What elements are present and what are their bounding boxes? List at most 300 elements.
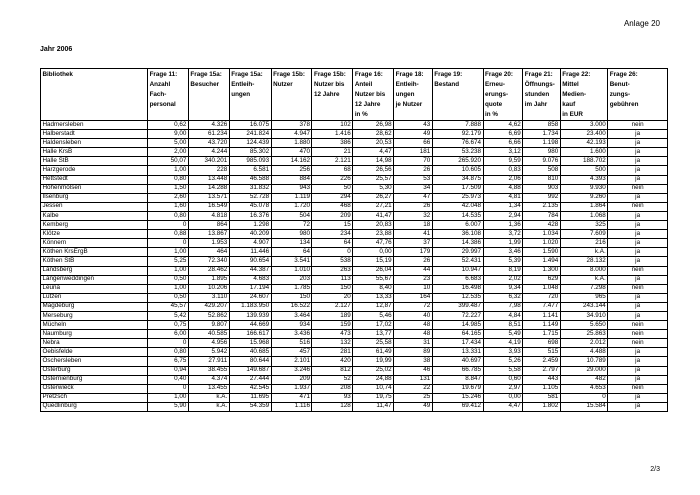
table-cell: 812 [312,366,353,375]
table-cell: 720 [523,293,561,302]
table-cell: 9,00 [148,130,189,139]
table-cell: 1.590 [523,248,561,257]
table-cell: 72.340 [188,257,229,266]
table-cell: 7,98 [483,302,523,311]
table-cell: 10.947 [432,266,483,275]
table-cell: 15.968 [229,339,271,348]
table-cell: 9.260 [560,193,607,202]
table-cell: ja [608,375,668,384]
table-row [41,121,668,130]
table-cell: 216 [560,239,607,248]
table-cell: 14.535 [432,211,483,220]
table-cell: 21 [312,148,353,157]
table-cell: 1.953 [188,239,229,248]
table-cell: 784 [523,211,561,220]
table-row [41,402,668,411]
table-cell: 1.198 [523,139,561,148]
table-cell: ja [608,157,668,166]
header-line: personal [149,101,176,108]
table-cell: 3.541 [271,257,312,266]
table-cell: 26,98 [353,121,394,130]
table-cell: 46.588 [229,175,271,184]
column-header [483,69,523,121]
header-line: Entleih- [231,81,255,88]
table-cell: 9,59 [483,157,523,166]
library-name-cell: Naumburg [41,330,148,339]
table-cell: 17,02 [353,321,394,330]
library-name-cell: Haldensleben [41,139,148,148]
library-name-cell: Merseburg [41,311,148,320]
table-cell: 0 [560,393,607,402]
header-line: kauf [562,101,576,108]
table-cell: 128 [312,402,353,411]
table-cell: 4.907 [229,239,271,248]
table-cell: 1.720 [271,202,312,211]
library-name-cell: Köthen KrsErgB [41,248,148,257]
header-line: quote [485,101,503,108]
header-line: Anteil [354,81,373,88]
table-cell: 12.535 [432,293,483,302]
table-cell: 5,39 [483,257,523,266]
table-cell: 48 [394,330,433,339]
table-cell: 8,51 [483,321,523,330]
table-cell: nein [608,339,668,348]
table-cell: 34 [394,184,433,193]
table-row [41,384,668,393]
table-cell: 1.183.950 [229,302,271,311]
table-cell: nein [608,121,668,130]
table-cell: 181 [394,148,433,157]
table-cell: 19.679 [432,384,483,393]
table-cell: 24.607 [229,293,271,302]
table-cell: 102 [312,121,353,130]
table-cell: 1,34 [483,202,523,211]
header-line: 12 Jahre [313,91,340,98]
table-cell: ja [608,211,668,220]
table-row [41,211,668,220]
table-cell: 53.238 [432,148,483,157]
column-header [608,69,668,121]
table-cell: 1.298 [229,221,271,230]
table-row [41,375,668,384]
library-name-cell: Hadmersleben [41,121,148,130]
table-cell: 1.149 [523,321,561,330]
table-cell: 6,75 [148,357,189,366]
table-cell: 2.127 [312,302,353,311]
table-cell: 19,75 [353,393,394,402]
table-cell: 93 [312,393,353,402]
table-cell: nein [608,266,668,275]
table-cell: 49 [394,402,433,411]
table-row [41,293,668,302]
header-line: Frage 19: [434,71,463,78]
page-number: 2/3 [650,466,660,473]
column-header [560,69,607,121]
table-cell: 14,98 [353,157,394,166]
header-line: je Nutzer [395,101,423,108]
table-cell: 378 [271,121,312,130]
header-line: Benut- [609,81,630,88]
table-cell: 1.802 [523,402,561,411]
header-row [41,69,668,121]
table-cell: 0,88 [148,230,189,239]
table-cell: 26,27 [353,193,394,202]
library-name-cell: Jessen [41,202,148,211]
table-cell: 473 [312,330,353,339]
header-line: Besucher [190,81,220,88]
library-name-cell: Osterburg [41,366,148,375]
table-row [41,357,668,366]
table-cell: 72.227 [432,311,483,320]
table-cell: 5,90 [148,402,189,411]
table-cell: 508 [523,166,561,175]
table-row [41,284,668,293]
table-cell: 14.288 [188,184,229,193]
table-cell: 4.653 [560,384,607,393]
table-cell: 17.434 [432,339,483,348]
table-cell: 6,69 [483,130,523,139]
header-line: Bestand [434,81,460,88]
table-cell: 325 [560,221,607,230]
table-cell: 471 [271,393,312,402]
table-cell: 164 [394,293,433,302]
table-cell: 428 [523,221,561,230]
table-cell: 23,88 [353,230,394,239]
table-cell: 1.119 [271,193,312,202]
table-cell: 124.439 [229,139,271,148]
header-line: Frage 21: [524,71,553,78]
table-cell: 31 [394,339,433,348]
header-line: Bibliothek [42,71,73,78]
table-cell: 3,72 [483,230,523,239]
table-cell: 934 [271,321,312,330]
table-cell: 209 [312,211,353,220]
table-cell: 72 [271,221,312,230]
table-cell: 5,42 [148,311,189,320]
table-cell: ja [608,130,668,139]
table-cell: 132 [312,339,353,348]
table-cell: 4.326 [188,121,229,130]
table-cell: 4,84 [483,311,523,320]
table-row [41,166,668,175]
table-cell: 15,19 [353,257,394,266]
table-cell: 12,87 [353,302,394,311]
table-cell: 66 [394,139,433,148]
table-cell: 2.101 [271,357,312,366]
table-row [41,348,668,357]
table-cell: 46 [394,366,433,375]
table-cell: 243.144 [560,302,607,311]
library-name-cell: Quedlinburg [41,402,148,411]
table-cell: 179 [394,248,433,257]
table-cell: ja [608,293,668,302]
table-cell: 16.498 [432,284,483,293]
table-row [41,393,668,402]
table-cell: 6.007 [432,221,483,230]
table-cell: 2,06 [483,175,523,184]
table-cell: 10,74 [353,384,394,393]
library-name-cell: Kalbe [41,211,148,220]
table-body [41,121,668,412]
table-cell: 234 [312,230,353,239]
library-name-cell: Hohenmölsen [41,184,148,193]
table-cell: ja [608,139,668,148]
table-cell: 985.093 [229,157,271,166]
table-cell: 42.048 [432,202,483,211]
table-row [41,339,668,348]
table-cell: 0,50 [148,275,189,284]
table-cell: k.A. [560,248,607,257]
table-cell: 36.108 [432,230,483,239]
library-name-cell: Nebra [41,339,148,348]
table-cell: 2,00 [148,148,189,157]
library-name-cell: Oschersleben [41,357,148,366]
table-row [41,221,668,230]
table-cell: 150 [312,284,353,293]
header-line: 12 Jahre [354,101,381,108]
table-cell: 45,57 [148,302,189,311]
table-cell: 38 [394,357,433,366]
table-cell: 16.549 [188,202,229,211]
table-cell: 14.162 [271,157,312,166]
table-cell: 15.584 [560,402,607,411]
table-cell: 2,60 [148,193,189,202]
table-cell: ja [608,302,668,311]
table-cell: 980 [271,230,312,239]
library-name-cell: Klötze [41,230,148,239]
table-cell: 9,34 [483,284,523,293]
table-cell: 64 [271,248,312,257]
table-cell: 5,30 [353,184,394,193]
table-cell: ja [608,175,668,184]
table-cell: 32 [394,211,433,220]
table-cell: 0 [148,221,189,230]
table-cell: 64 [312,239,353,248]
table-cell: 7.298 [560,284,607,293]
table-cell: 1.048 [523,284,561,293]
table-row [41,239,668,248]
table-cell: ja [608,402,668,411]
table-cell: ja [608,257,668,266]
table-cell: 8.000 [560,266,607,275]
table-cell: 864 [188,221,229,230]
header-line: Frage 20: [485,71,514,78]
column-header [353,69,394,121]
table-cell: 3.246 [271,366,312,375]
table-cell: 41,47 [353,211,394,220]
table-cell: 468 [312,202,353,211]
table-cell: 420 [312,357,353,366]
table-cell: 516 [271,339,312,348]
table-row [41,275,668,284]
table-cell: 0 [312,248,353,257]
table-cell: 55,67 [353,275,394,284]
header-line: Frage 15b: [273,71,306,78]
table-cell: 43.720 [188,139,229,148]
table-cell: 13.571 [188,193,229,202]
header-line: Frage 16: [354,71,383,78]
table-cell: 8.847 [432,375,483,384]
table-cell: 13.455 [188,384,229,393]
library-name-cell: Halle KrsB [41,148,148,157]
table-cell: 10.605 [432,166,483,175]
table-cell: 0,80 [148,211,189,220]
table-cell: 0,80 [148,348,189,357]
table-cell: 25.863 [560,330,607,339]
table-cell: 228 [188,166,229,175]
table-cell: 226 [312,175,353,184]
table-cell: 281 [312,348,353,357]
table-cell: 4.374 [188,375,229,384]
table-cell: 1.116 [271,402,312,411]
table-cell: 1,00 [148,166,189,175]
table-cell: 209 [271,375,312,384]
header-line: Frage 18: [395,71,424,78]
table-cell: 44.387 [229,266,271,275]
header-line: in % [485,111,498,118]
table-cell: 1.300 [523,266,561,275]
table-cell: 29.000 [560,366,607,375]
table-cell: 28.132 [560,257,607,266]
header-line: in EUR [562,111,583,118]
header-line: ungen [395,91,415,98]
table-cell: 26,04 [353,266,394,275]
library-name-cell: Halle StB [41,157,148,166]
table-cell: 482 [560,375,607,384]
table-cell: 9.930 [560,184,607,193]
table-cell: 515 [523,348,561,357]
table-row [41,311,668,320]
table-cell: 25.973 [432,193,483,202]
table-cell: 1.020 [523,239,561,248]
table-cell: 340.201 [188,157,229,166]
table-cell: 16.376 [229,211,271,220]
annex-label: Anlage 20 [623,19,660,28]
table-cell: 5,00 [148,139,189,148]
header-line: Mittel [562,81,579,88]
header-line: stunden [524,91,550,98]
table-cell: 40.685 [229,348,271,357]
table-cell: 7.888 [432,121,483,130]
table-cell: ja [608,221,668,230]
table-cell: 8,19 [483,266,523,275]
table-cell: 34.910 [560,311,607,320]
library-name-cell: Pretzsch [41,393,148,402]
table-cell: 26,56 [353,166,394,175]
table-cell: 18 [394,221,433,230]
table-cell: 581 [523,393,561,402]
table-cell: 7.609 [560,230,607,239]
table-cell: 5.942 [188,348,229,357]
table-cell: 27,21 [353,202,394,211]
table-cell: 457 [271,348,312,357]
header-line: Frage 15a: [231,71,263,78]
table-cell: 3,46 [483,248,523,257]
table-cell: 25,57 [353,175,394,184]
table-cell: 1,36 [483,221,523,230]
table-cell: 48 [394,321,433,330]
table-cell: 20 [312,293,353,302]
table-cell: 0,83 [483,166,523,175]
library-statistics-table [40,68,668,412]
table-cell: 5.650 [560,321,607,330]
table-cell: 13,33 [353,293,394,302]
table-cell: 4.393 [560,175,607,184]
table-cell: 1.600 [560,148,607,157]
table-cell: 2.797 [523,366,561,375]
table-cell: 2.135 [523,202,561,211]
header-line: Nutzer bis [354,91,386,98]
table-cell: 44 [394,266,433,275]
library-name-cell: Lützen [41,293,148,302]
table-cell: 50 [312,184,353,193]
table-cell: 10.206 [188,284,229,293]
table-row [41,302,668,311]
table-cell: k.A. [188,393,229,402]
table-cell: 50,07 [148,157,189,166]
table-cell: 294 [312,193,353,202]
table-cell: nein [608,384,668,393]
table-row [41,266,668,275]
header-line: gebühren [609,101,639,108]
table-cell: 14.386 [432,239,483,248]
table-cell: 69.412 [432,402,483,411]
table-cell: 2.012 [560,339,607,348]
table-cell: 17.194 [229,284,271,293]
header-line: in % [354,111,368,118]
column-header [394,69,433,121]
library-name-cell: Harzgerode [41,166,148,175]
table-cell: 20,53 [353,139,394,148]
library-name-cell: Hettstedt [41,175,148,184]
table-cell: k.A. [560,275,607,284]
table-cell: 6,00 [148,330,189,339]
table-cell: 92.179 [432,130,483,139]
table-cell: 20,83 [353,221,394,230]
table-cell: 189 [312,311,353,320]
table-cell: 43 [394,121,433,130]
table-cell: ja [608,357,668,366]
table-cell: 24,88 [353,375,394,384]
table-cell: 538 [312,257,353,266]
library-name-cell: Osternienburg [41,375,148,384]
table-cell: 42.193 [560,139,607,148]
table-cell: 9.076 [523,157,561,166]
table-cell: 1.937 [271,384,312,393]
table-cell: 1.494 [523,257,561,266]
table-cell: nein [608,184,668,193]
header-line: Erneu- [485,81,505,88]
table-cell: 4.956 [188,339,229,348]
library-name-cell: Osterwieck [41,384,148,393]
table-cell: 0,40 [148,375,189,384]
table-cell: 29.997 [432,248,483,257]
table-cell: 13,77 [353,330,394,339]
table-cell: 150 [271,293,312,302]
header-line: Nutzer [273,81,293,88]
column-header [188,69,229,121]
library-name-cell: Leuna [41,284,148,293]
table-row [41,321,668,330]
table-cell: 11,47 [353,402,394,411]
header-line: ungen [231,91,251,98]
table-cell: 76.674 [432,139,483,148]
table-cell: 27.911 [188,357,229,366]
column-header [432,69,483,121]
table-row [41,366,668,375]
table-cell: 1,00 [148,248,189,257]
table-cell: nein [608,321,668,330]
